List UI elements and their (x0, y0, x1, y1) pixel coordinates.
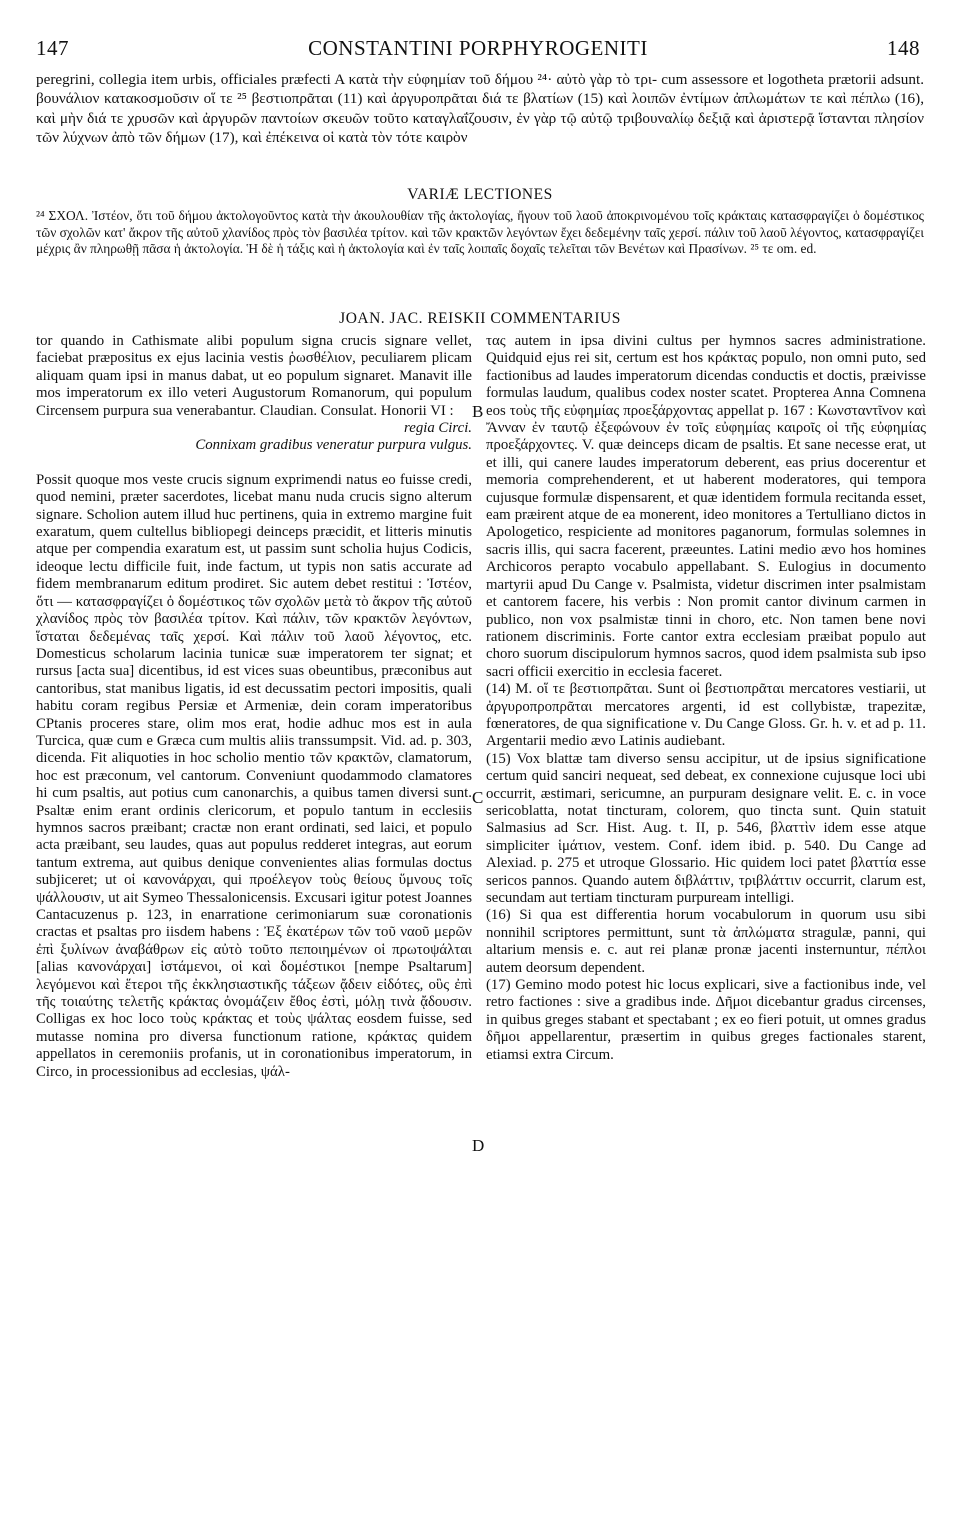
commentary-note-15: (15) Vox blattæ tam diverso sensu accipitur, ut de ipsius significatione certum quid sanciri nequeat, sed debeat, ex connexione cujusque loci ubi occurrit, æstimari, sericumne, an purpuram designare velit. E. c. in voce sericoblatta, notat tincturam, colorem, quo tincta sunt. Quin statuit Salmasius ad Scr. Hist. Aug. t. II, p. 546, βλαττὶν idem esse atque simpliciter ἱμάτιον, vestem. Conf. idem ibid. p. 540. Du Cange ad Alexiad. p. 275 et utroque Glossario. Hic quidem loci patet βλαττία esse sericos pannos. Quando autem διβλάττιν, τριβλάττιν occurrit, clarum est, secundam aut tertiam tincturam purpuream intelligi. (486, 750, 926, 906)
running-title: CONSTANTINI PORPHYROGENITI (308, 36, 648, 60)
variae-text: ²⁴ ΣΧΟΛ. Ἰστέον, ὅτι τοῦ δήμου ἀκτολογοῦντος κατὰ τὴν ἀκουλουθίαν τῆς ἀκτολογίας, ἤγουν τοῦ λαοῦ ἀποκρινομένου τοῖς κράκταις κατασφραγίζει ὁ δομέστικος τῶν σχολῶν κατ' ἄκρον τῆς αὐτοῦ χλανίδος πρὸς τὸν βασιλέα τρίτον. καὶ τῶν κρακτῶν λεγόντων ἔχει δεδεμένην ταῖς χερσί. πάλιν τοῦ λαοῦ λέγοντος, κατασφραγίζει μέχρις ἂν πληρωθῇ πᾶσα ἡ ἀκτολογία. Ἡ δὲ ἡ τάξις καὶ ἡ ἀκτολογία καὶ ἐν ταῖς λοιπαῖς δοχαῖς τελεῖται τῶν Βενέτων καὶ Πρασίνων. ²⁵ τε om. ed. (36, 208, 924, 257)
variae-heading: VARIÆ LECTIONES (407, 186, 553, 203)
commentary-left-para-1: tor quando in Cathismate alibi populum signa crucis signare vellet, faciebat præpositus ex ejus lacinia vestis ῥωσθέλιον, peculiarem plicam aliquam quam ipsi in manus dabat, ut eo populum signaret. Manavit ille mos imperatorum ex illo veteri Augustorum Romanorum, qui populum Circensem purpura sua venerabantur. Claudian. Consulat. Honorii VI : (36, 333, 472, 419)
margin-letter-d: D (472, 1136, 485, 1155)
main-text (36, 70, 924, 148)
commentary-heading: JOAN. JAC. REISKII COMMENTARIUS (339, 310, 621, 327)
margin-letter-b: B (472, 402, 484, 421)
commentary-note-16: (16) Si qua est differentia horum vocabulorum in quorum usu sibi nonnihil scriptores permittunt, sunt τὰ ἀπλώματα stragulæ, panni, qui altarium mensis e. c. aut rei planæ pronæ jacenti insternuntur, πέπλοι autem deorsum dependent. (486, 907, 926, 976)
commentary-note-14: (14) M. οἵ τε βεστιοπρᾶται. Sunt οἱ βεστιοπρᾶται mercatores vestiarii, ut ἀργυροπροπρᾶται mercatores argenti, id est collybistæ, trapezitæ, fœneratores, de qua significatione v. Du Cange Gloss. Gr. h. v. et ad p. 11. Argentarii medio ævo Latinis audiebant. (486, 681, 926, 750)
commentary-left-quote-1: regia Circi. (404, 420, 472, 437)
commentary-left-column (36, 333, 472, 1081)
commentary-right-para-1: τας autem in ipsa divini cultus per hymnos sacres administratione. Quidquid ejus rei sit, certum est hos κράκτας populo, non omni puto, sed factionibus ad laudes imperatorum dicendas conductis et doctis, præivisse formulas laudum, qualibus codex noster scatet. Propterea Anna Comnena eos τοὺς τῆς εὐφημίας προεξάρχοντας appellat p. 167 : Κωνσταντῖνον καὶ Ἄνναν ἐν ταυτῷ ἐξεφώνουν ἐν τοῖς εὐφημίας καιροῖς οἱ τῆς εὐφημίας προεξάρχοντες. V. quæ deinceps dicam de psaltis. Et sane necesse erat, ut et illi, qui canere laudes imperatorum deberent, eas prius docerentur et memoria comprehenderent, et ut haberent moderatores, qui tempora cujusque formulæ dispensarent, et quæ identidem formula recitanda esset, eam præirent atque de ea monerent, ideo monitores a Tertulliano dictos in Apologetico, respiciente ad monitores paganorum, formulas solemnes in sacris illis, qui sacra facerent, præeuntes. Latini medio ævo hos homines Archicoros perapto vocabulo appellabant. S. Eulogius in documento martyrii apud Du Cange v. Psalmista, videtur discrimen inter psalmistam et cantorem facere, his verbis : Non promit cantor divinum carmen in publico, non vox psalmistæ tinni in choro, etc. Non tamen bene novi rationem discriminis. Forte cantor extra ecclesiam præibat populo aut choro suorum discipulorum hymnos sacros, quod idem psalmista sub ipso sacri officii exercitio in ecclesia faceret. (486, 333, 926, 680)
commentary-left-para-2: Possit quoque mos veste crucis signum exprimendi natus eo fuisse credi, quod nemini, præter sacerdotes, licebat manu nuda crucis signo alterum signare. Scholion autem illud huc pertinens, quia in extremo margine fuit exaratum, quem cultellus bibliopegi deinceps præcidit, et litteris minutis atque per compendia exaratum est, ut passim sunt scholia hujus Codicis, ideoque lectu difficile fuit, inde factum, ut typis non satis accurate ad fidem membranarum editum prodiret. Sic autem debet restitui : Ἰστέον, ὅτι — κατασφραγίζει ὁ δομέστικος τῶν σχολῶν μετὰ τὸ ἄκρον τῆς αὐτοῦ χλανίδος πρὸς τὸν βασιλέα τρίτον. Καὶ πάλιν, τῶν κρακτῶν λεγόντων, ἵσταται δεδεμένας ταῖς χερσί. Καὶ πάλιν τοῦ λαοῦ λέγοντος, etc. Domesticus scholarum laciniа tunicæ suæ imperatorem ter signat; et rursus [acta sua] dicentibus, id est vices suas obeuntibus, præconibus aut cantoribus, stat manibus ligatis, id est decussatim pectori impositis, quali habitu coram regibus Persiæ et Armeniæ, dein coram imperatoribus CPtanis proceres stare, olim mos erat, hodie adhuc mos est in aula Turcica, quæ cum e Græca cum multis aliis transsumpsit. Vid. ad. p. 303, dicenda. Fit aliquoties in hoc scholio mentio τῶν κρακτῶν, clamatorum, hoc est præconum, vel cantorum. Conveniunt quodammodo clamatores hi cum psaltis, aut potius cum canonarchis, a quibus tamen diversi sunt. Psaltæ enim erant ordinis clericorum, et populo tantum in ecclesiis hymnos sacros præibant; cractæ non erant ordinati, sed laici, et populo acta præibant, seu laudes, quas aut populus redderet integras, aut eorum tantum extrema, aut quibus denique convenientes alias formulas doctus subjiceret; ut οἱ κανονάρχαι, qui προέλεγον τοὺς θείους ὕμνους τοῖς ψάλλουσιν, ut ait Symeo Thessalonicensis. Excusari igitur potest Joannes Cantacuzenus p. 123, in enarratione cerimoniarum suæ coronationis cractas et psaltas pro iisdem habens : Ἐξ ἑκατέρων τῶν τοῦ ναοῦ μερῶν ἐπὶ ξυλίνων ἀναβάθρων εἰς αὐτὸ τοῦτο πεποιημένων οἱ πρωτοψάλται [alias κανονάρχαι] ἱστάμενοι, οἱ καὶ δομέστικοι [nempe Psaltarum] λεγόμενοι καὶ ἕτεροι τῆς ἐκκλησιαστικῆς τάξεων ᾄδειν εἰδότες, οὓς ἐπὶ τῆς τοιαύτης τελετῆς κράκτας ὀνομάζειν ἔθος ἐστὶ, μόλῃ τινὰ ᾄδουσιν. Colligas ex hoc loco τοὺς κράκτας et τοὺς ψάλτας eosdem fuisse, sed mutasse nomina pro diversa functionum ratione, κράκτας quidem appellatos in ceremoniis profanis, ut in coronationibus imperatorum, in Circo, in processionibus ad ecclesias, ψάλ- (36, 471, 472, 1080)
commentary-note-17: (17) Gemino modo potest hic locus explicari, sive a factionibus inde, vel retro factiones : sive a gradibus inde. Δῆμοι dicebantur gradus circenses, in quibus greges stabant et spectabant ; ex eo fieri potuit, ut omnes gradus δῆμοι appellarentur, præsertim in quibus greges factionales starent, etiamsi extra Circum. (486, 977, 926, 1063)
paragraph-gap (36, 455, 472, 472)
page-number-right: 148 (887, 36, 920, 60)
main-text-paragraph: peregrini, collegia item urbis, officiales præfecti A κατὰ τὴν εὐφημίαν τοῦ δήμου ²⁴· αὐτὸ γὰρ τὸ τρι- cum assessore et logotheta prætorii adsunt. βουνάλιον κατακοσμοῦσιν οἵ τε ²⁵ βεστιοπρᾶται (11) καὶ ἀργυροπρᾶται διά τε βλατίων (15) καὶ λοιπῶν ἐντίμων ἀπλωμάτων τε καὶ πέπλω (16), καὶ μὴν διά τε χρυσῶν καὶ ἀργυρῶν παντοίων σκευῶν τοῦτο καταγλαΐζουσιν, ἐν γὰρ τῷ αὐτῷ τριβουναλίῳ δεξιᾷ καὶ ἀριστερᾷ ἵστανται πλησίον τῶν λύχνων ἀπὸ τῶν δήμων (17), καὶ ἐπέκεινα οἱ κατὰ τὸν τότε καιρὸν (36, 71, 924, 147)
commentary-right-column (486, 333, 926, 1064)
page-number-left: 147 (36, 36, 69, 60)
commentary-left-quote-2: Connixam gradibus veneratur purpura vulgus. (195, 437, 472, 454)
variae-lectiones (36, 208, 924, 258)
margin-letter-c: C (472, 788, 484, 807)
page-header (36, 36, 920, 66)
